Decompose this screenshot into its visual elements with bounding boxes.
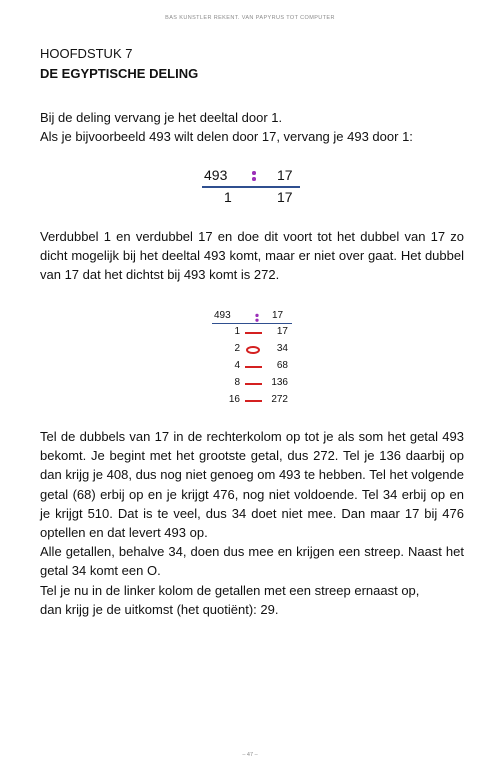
intro-paragraph (40, 108, 464, 146)
divisor-value: 17 (277, 167, 293, 183)
row-right-value: 17 (276, 326, 288, 337)
row-left-value: 8 (234, 377, 240, 388)
chapter-label: HOOFDSTUK 7 (40, 46, 133, 61)
page-number: – 47 – (242, 752, 258, 758)
doubling-paragraph: Verdubbel 1 en verdubbel 17 en doe dit voort tot het dubbel van 17 zo dicht mogelijk bij het deeltal 493 komt, maar er niet over gaat. Het dubbel van 17 dat het dichtst bij 493 komt is 272. (40, 229, 464, 283)
chapter-title: DE EGYPTISCHE DELING (40, 66, 199, 81)
explanation-paragraphs (40, 427, 464, 619)
result-line: dan krijg je de uitkomst (het quotiënt): 29. (40, 601, 279, 617)
row-left-value: 1 (234, 326, 240, 337)
row-right-value: 34 (276, 343, 288, 354)
row-left-value: 16 (228, 394, 240, 405)
row-left-value: 4 (234, 360, 240, 371)
table-header-left: 493 (214, 310, 231, 321)
row-left-value: 2 (234, 343, 240, 354)
summing-paragraph: Tel de dubbels van 17 in de rechterkolom op tot je als som het getal 493 bekomt. Je begint met het grootste getal, dus 272. Tel je 136 daarbij op dan krijg je 408, dus nog niet genoeg om 493 te hebben. Tel het volgende getal (68) erbij op en je krijgt 476, nog niet voldoende. Tel 34 erbij op en je krijgt 510. Dat is te veel, dus 34 doet niet mee. Dan maar 17 bij 476 optellen en dat levert 493 op. (40, 429, 464, 541)
row-right-value: 272 (271, 394, 288, 405)
doubling-table (212, 310, 292, 410)
division-colon (252, 169, 256, 181)
division-setup-table (202, 165, 300, 209)
replacement-seventeen: 17 (277, 189, 293, 205)
table-header-right: 17 (272, 310, 284, 321)
row-right-value: 68 (276, 360, 288, 371)
running-header: BAS KUNSTLER REKENT. VAN PAPYRUS TOT COMPUTER (165, 15, 335, 21)
table-rule (212, 323, 292, 324)
row-right-value: 136 (271, 377, 288, 388)
division-colon (255, 312, 258, 322)
dividend-value: 493 (204, 167, 228, 183)
result-line: Tel je nu in de linker kolom de getallen met een streep ernaast op, (40, 582, 420, 598)
replacement-one: 1 (224, 189, 232, 205)
intro-line: Bij de deling vervang je het deeltal door 1. (40, 110, 283, 125)
intro-line: Als je bijvoorbeeld 493 wilt delen door 17, vervang je 493 door 1: (40, 129, 413, 145)
table-rule (202, 186, 300, 188)
marking-paragraph: Alle getallen, behalve 34, doen dus mee en krijgen een streep. Naast het getal 34 komt een O. (40, 544, 464, 579)
